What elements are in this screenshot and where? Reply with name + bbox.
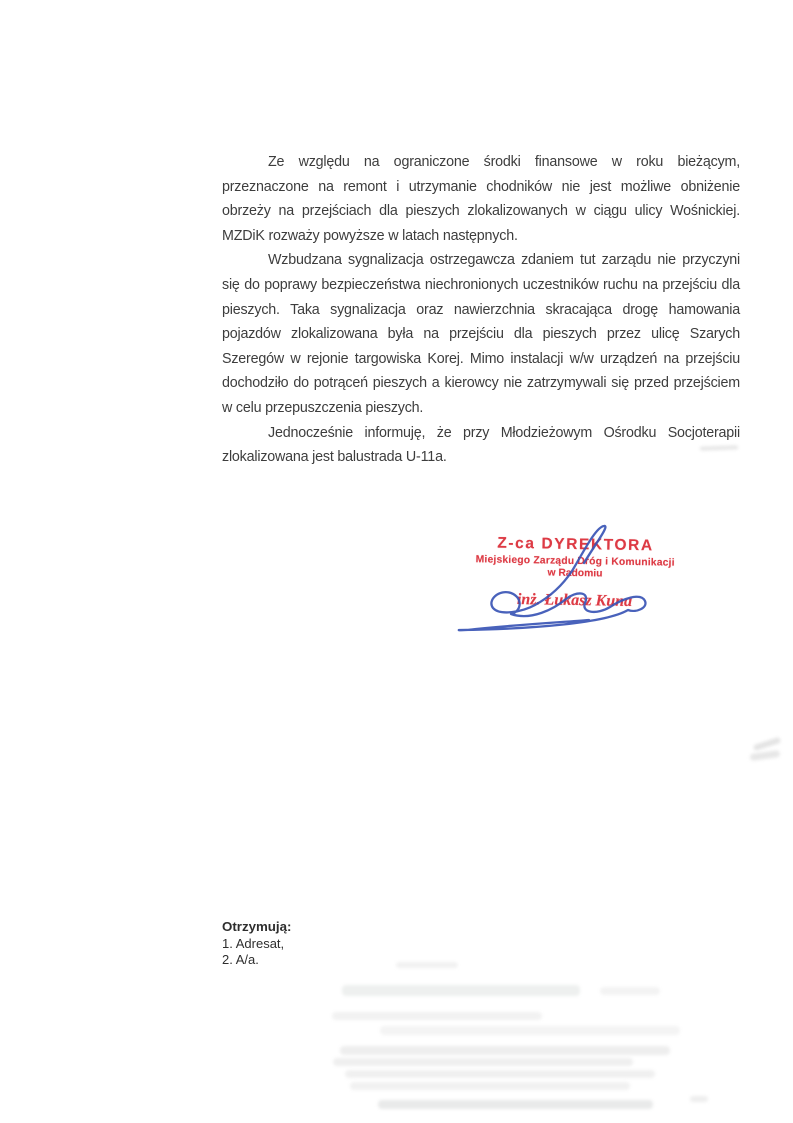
distribution-heading: Otrzymują:: [222, 919, 292, 934]
distribution-item: 1. Adresat,: [222, 935, 285, 951]
distribution-list: [222, 919, 291, 969]
stamp-city: w Radomiu: [547, 567, 603, 580]
distribution-item: 2. A/a.: [222, 952, 259, 967]
scan-smudge: [750, 750, 781, 761]
paragraph-finances: Ze względu na ograniczone środki finansowe w roku bieżącym, przeznaczone na remont i utrzymanie chodników nie jest możliwe obniżenie obrzeży na przejściach dla pieszych zlokalizowanych w ciągu ulicy Wośnickiej. MZDiK rozważy powyższe w latach następnych.: [222, 154, 740, 244]
bleed-through-artifact: [333, 1058, 633, 1066]
bleed-through-artifact: [345, 1070, 655, 1078]
scan-smudge: [753, 737, 781, 751]
paragraph-balustrade: Jednocześnie informuję, że przy Młodzieżowym Ośrodku Socjoterapii zlokalizowana jest balustrada U-11a.: [222, 424, 740, 466]
stamp-organization: Miejskiego Zarządu Dróg i Komunikacji: [475, 554, 675, 569]
bleed-through-artifact: [690, 1096, 708, 1102]
bleed-through-artifact: [350, 1082, 630, 1090]
stamp-signer-name: inż. Łukasz Kuna: [516, 590, 633, 610]
bleed-through-artifact: [396, 962, 458, 968]
stamp-title: Z-ca DYREKTORA: [497, 534, 654, 555]
bleed-through-artifact: [380, 1026, 680, 1035]
bleed-through-artifact: [378, 1100, 653, 1109]
bleed-through-artifact: [340, 1046, 670, 1055]
bleed-through-artifact: [600, 987, 660, 995]
bleed-through-artifact: [342, 985, 580, 996]
letter-body: [222, 150, 740, 470]
handwritten-signature-icon: [438, 517, 698, 642]
paragraph-signalization: Wzbudzana sygnalizacja ostrzegawcza zdaniem tut zarządu nie przyczyni się do poprawy bezpieczeństwa niechronionych uczestników ruchu na przejściu dla pieszych. Taka sygnalizacja oraz nawierzchnia skracająca drogę hamowania pojazdów zlokalizowana była na przejściu dla pieszych przez ulicę Szarych Szeregów w rejonie targowiska Korej. Mimo instalacji w/w urządzeń na przejściu dochodziło do potrąceń pieszych a kierowcy nie zatrzymywali się przed przejściem w celu przepuszczenia pieszych.: [222, 252, 740, 416]
bleed-through-artifact: [332, 1012, 542, 1020]
